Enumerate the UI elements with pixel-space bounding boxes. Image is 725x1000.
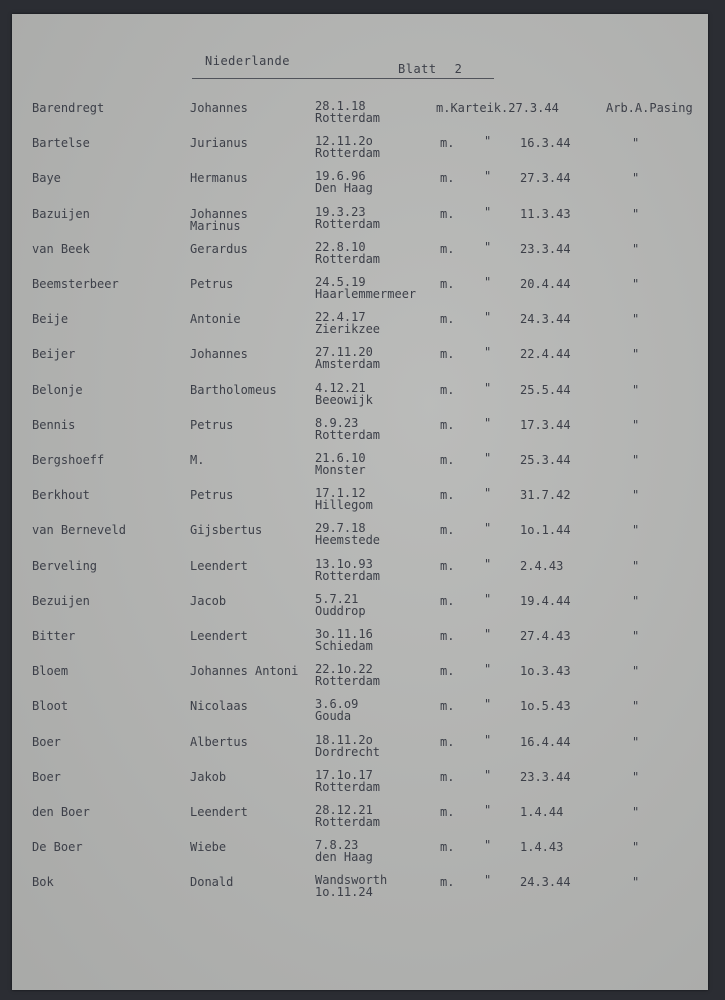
ditto-mark-second: " xyxy=(632,664,640,679)
birth-cell xyxy=(315,417,380,441)
ditto-mark: " xyxy=(484,803,492,817)
birth-place: Rotterdam xyxy=(315,568,381,583)
ditto-mark: " xyxy=(484,873,492,888)
given-name: Johannes xyxy=(190,206,248,221)
sex-cell: m. xyxy=(440,453,455,467)
birth-place: Rotterdam xyxy=(315,216,381,231)
birth-cell xyxy=(315,452,366,476)
ditto-mark-second: " xyxy=(632,171,640,186)
given-name-cell xyxy=(190,665,298,677)
table-row xyxy=(12,558,708,592)
table-row xyxy=(12,839,708,873)
birth-place: Rotterdam xyxy=(315,779,381,794)
date-cell: 2.4.43 xyxy=(520,558,564,573)
surname-cell: Berkhout xyxy=(32,488,90,503)
birth-cell xyxy=(315,734,380,758)
table-row xyxy=(12,382,708,416)
ditto-mark-second: " xyxy=(632,382,640,397)
ditto-mark-second: " xyxy=(632,136,640,151)
birth-date: 17.1.12 xyxy=(315,486,366,501)
sex-cell: m. xyxy=(440,171,455,186)
birth-date: 3.6.o9 xyxy=(315,697,359,712)
birth-place: Dordrecht xyxy=(315,744,381,759)
birth-cell xyxy=(315,276,416,300)
given-name-cell xyxy=(190,771,226,783)
birth-cell xyxy=(315,874,387,898)
sex-cell: m. xyxy=(440,277,455,291)
document-header xyxy=(12,54,708,94)
birth-place: Rotterdam xyxy=(315,674,381,689)
birth-date: 22.8.10 xyxy=(315,239,366,254)
birth-place: Rotterdam xyxy=(315,427,381,442)
sex-cell: m. xyxy=(440,664,455,679)
surname-cell: Beije xyxy=(32,312,69,327)
ditto-mark-second: " xyxy=(632,875,640,890)
table-row xyxy=(12,417,708,451)
date-cell: 25.5.44 xyxy=(520,382,571,397)
table-row xyxy=(12,276,708,310)
date-cell: 16.3.44 xyxy=(520,136,571,151)
date-cell: 1o.1.44 xyxy=(520,523,571,538)
birth-cell xyxy=(315,628,373,652)
surname-cell: den Boer xyxy=(32,805,90,819)
ditto-mark-second: " xyxy=(632,840,640,855)
birth-date: Wandsworth xyxy=(315,873,388,888)
sex-cell: m. xyxy=(440,206,455,221)
birth-place: Schiedam xyxy=(315,639,373,653)
given-name: Petrus xyxy=(190,488,234,503)
given-name: Johannes Antoni xyxy=(190,664,299,679)
birth-date: 29.7.18 xyxy=(315,521,366,536)
ditto-mark: " xyxy=(484,697,492,712)
table-row xyxy=(12,593,708,627)
given-name-cell xyxy=(190,313,241,325)
ditto-mark: " xyxy=(484,380,492,395)
birth-place: Den Haag xyxy=(315,181,373,196)
sheet-label-text: Blatt xyxy=(398,62,437,76)
table-row xyxy=(12,206,708,240)
birth-place: Monster xyxy=(315,463,366,477)
ditto-mark-second: " xyxy=(632,277,640,291)
birth-date: 3o.11.16 xyxy=(315,627,373,641)
given-name-cell xyxy=(190,454,204,466)
table-row xyxy=(12,241,708,275)
given-name-cell xyxy=(190,278,233,290)
surname-cell: Bazuijen xyxy=(32,206,90,221)
sex-cell: m. xyxy=(440,629,455,643)
birth-place: Haarlemmermeer xyxy=(315,287,417,301)
given-name: M. xyxy=(190,453,205,467)
ditto-mark-second: " xyxy=(632,206,640,221)
given-name-cell xyxy=(190,736,248,748)
table-row xyxy=(12,311,708,345)
ditto-mark: " xyxy=(484,275,492,289)
date-cell: 1o.5.43 xyxy=(520,699,571,714)
birth-date: 19.3.23 xyxy=(315,204,366,219)
birth-place: Rotterdam xyxy=(315,251,381,266)
birth-cell xyxy=(315,206,380,230)
ditto-mark-second: " xyxy=(632,805,640,819)
given-name-cell xyxy=(190,876,233,888)
document-sheet xyxy=(12,14,708,990)
sex-cell: m. xyxy=(440,417,455,432)
table-row xyxy=(12,100,708,134)
surname-cell: De Boer xyxy=(32,840,83,855)
surname-cell: Bloot xyxy=(32,699,69,714)
column-head-karteik: m.Karteik.27.3.44 xyxy=(436,101,559,115)
ditto-mark: " xyxy=(484,732,492,747)
date-cell: 23.3.44 xyxy=(520,769,571,784)
birth-cell xyxy=(315,593,366,617)
table-row xyxy=(12,874,708,908)
ditto-mark: " xyxy=(484,239,492,254)
date-cell: 1.4.43 xyxy=(520,840,564,855)
header-underline xyxy=(192,78,494,79)
ditto-mark: " xyxy=(484,169,492,184)
ditto-mark: " xyxy=(484,556,492,571)
ditto-mark-second: " xyxy=(632,699,640,714)
given-name-cell xyxy=(190,348,248,360)
birth-place: den Haag xyxy=(315,850,373,865)
sex-cell: m. xyxy=(440,840,455,855)
sheet-label xyxy=(398,62,462,76)
ditto-mark: " xyxy=(484,486,492,501)
surname-cell: van Beek xyxy=(32,241,90,256)
date-cell: 25.3.44 xyxy=(520,453,571,467)
birth-cell xyxy=(315,804,380,828)
given-name-cell xyxy=(190,595,226,607)
birth-cell xyxy=(315,346,380,370)
given-name: Leendert xyxy=(190,558,248,573)
ditto-mark-second: " xyxy=(632,241,640,256)
surname-cell: Beijer xyxy=(32,347,76,362)
date-cell: 11.3.43 xyxy=(520,206,571,221)
given-name: Leendert xyxy=(190,629,248,643)
birth-date: 17.1o.17 xyxy=(315,767,373,782)
sex-cell: m. xyxy=(440,805,455,819)
surname-cell: Boer xyxy=(32,769,61,784)
table-row xyxy=(12,663,708,697)
ditto-mark-second: " xyxy=(632,417,640,432)
country-heading: Niederlande xyxy=(205,54,290,68)
surname-cell: Boer xyxy=(32,734,61,749)
given-name-cell xyxy=(190,841,226,853)
birth-date: 4.12.21 xyxy=(315,380,366,395)
surname-cell: Beemsterbeer xyxy=(32,277,119,291)
birth-date: 28.1.18 xyxy=(315,99,366,113)
given-name: Jurianus xyxy=(190,136,248,151)
birth-date: 24.5.19 xyxy=(315,275,366,289)
table-row xyxy=(12,346,708,380)
table-row xyxy=(12,170,708,204)
sex-cell: m. xyxy=(440,769,455,784)
surname-cell: van Berneveld xyxy=(32,523,126,538)
ditto-mark: " xyxy=(484,345,492,360)
birth-cell xyxy=(315,487,373,511)
sheet-number: 2 xyxy=(454,62,463,76)
ditto-mark-second: " xyxy=(632,558,640,573)
given-name: Wiebe xyxy=(190,840,227,855)
birth-cell xyxy=(315,698,358,722)
birth-cell xyxy=(315,663,380,687)
given-name-cell xyxy=(190,137,248,149)
given-name-cell xyxy=(190,419,233,431)
given-name-cell xyxy=(190,243,248,255)
given-name-cell xyxy=(190,560,248,572)
date-cell: 31.7.42 xyxy=(520,488,571,503)
surname-cell: Belonje xyxy=(32,382,83,397)
ditto-mark-second: " xyxy=(632,488,640,503)
given-name-cell xyxy=(190,700,248,712)
birth-date: 22.4.17 xyxy=(315,310,366,325)
birth-cell xyxy=(315,100,380,124)
table-row xyxy=(12,804,708,838)
sex-cell: m. xyxy=(440,699,455,714)
ditto-mark: " xyxy=(484,451,492,465)
surname-cell: Bergshoeff xyxy=(32,453,105,467)
given-name: Jakob xyxy=(190,769,227,784)
given-name: Donald xyxy=(190,875,234,890)
birth-place: Rotterdam xyxy=(315,815,381,829)
given-name-cell xyxy=(190,630,248,642)
ditto-mark-second: " xyxy=(632,769,640,784)
surname-cell: Bitter xyxy=(32,629,76,643)
sex-cell: m. xyxy=(440,347,455,362)
sex-cell: m. xyxy=(440,523,455,538)
given-name-second: Marinus xyxy=(190,218,241,233)
birth-date: 27.11.20 xyxy=(315,345,373,360)
ditto-mark-second: " xyxy=(632,734,640,749)
birth-place: Beeowijk xyxy=(315,392,373,407)
birth-place: Zierikzee xyxy=(315,322,381,337)
ditto-mark: " xyxy=(484,415,492,430)
given-name: Hermanus xyxy=(190,171,248,186)
given-name: Albertus xyxy=(190,734,248,749)
birth-place: Hillegom xyxy=(315,498,373,513)
date-cell: 24.3.44 xyxy=(520,875,571,890)
surname-cell: Bok xyxy=(32,875,54,890)
birth-place: 1o.11.24 xyxy=(315,885,373,900)
birth-cell xyxy=(315,522,380,546)
birth-cell xyxy=(315,170,373,194)
date-cell: 16.4.44 xyxy=(520,734,571,749)
table-row xyxy=(12,522,708,556)
surname-cell: Baye xyxy=(32,171,61,186)
given-name-cell xyxy=(190,524,262,536)
ditto-mark: " xyxy=(484,521,492,536)
birth-date: 5.7.21 xyxy=(315,591,359,606)
date-cell: 1o.3.43 xyxy=(520,664,571,679)
birth-cell xyxy=(315,135,380,159)
table-row xyxy=(12,628,708,662)
birth-cell xyxy=(315,311,380,335)
ditto-mark: " xyxy=(484,662,492,677)
surname-cell: Bartelse xyxy=(32,136,90,151)
ditto-mark-second: " xyxy=(632,629,640,643)
sex-cell: m. xyxy=(440,734,455,749)
sex-cell: m. xyxy=(440,241,455,256)
birth-date: 12.11.2o xyxy=(315,134,373,149)
ditto-mark: " xyxy=(484,767,492,782)
given-name: Nicolaas xyxy=(190,699,248,714)
table-row xyxy=(12,487,708,521)
ditto-mark-second: " xyxy=(632,523,640,538)
given-name: Petrus xyxy=(190,277,234,291)
birth-place: Heemstede xyxy=(315,533,381,548)
ditto-mark: " xyxy=(484,591,492,606)
given-name-cell xyxy=(190,806,248,818)
ditto-mark-second: " xyxy=(632,453,640,467)
given-name-cell xyxy=(190,208,248,232)
date-cell: 19.4.44 xyxy=(520,593,571,608)
given-name-cell xyxy=(190,102,248,114)
given-name: Bartholomeus xyxy=(190,382,277,397)
surname-cell: Berveling xyxy=(32,558,98,573)
given-name-cell xyxy=(190,384,277,396)
ditto-mark: " xyxy=(484,627,492,641)
date-cell: 24.3.44 xyxy=(520,312,571,327)
ditto-mark-second: " xyxy=(632,347,640,362)
surname-cell: Bennis xyxy=(32,417,76,432)
birth-place: Rotterdam xyxy=(315,111,381,125)
sex-cell: m. xyxy=(440,382,455,397)
table-row xyxy=(12,452,708,486)
ditto-mark-second: " xyxy=(632,312,640,327)
birth-date: 19.6.96 xyxy=(315,169,366,184)
surname-cell: Barendregt xyxy=(32,101,105,115)
table-row xyxy=(12,698,708,732)
table-row xyxy=(12,734,708,768)
date-cell: 1.4.44 xyxy=(520,805,564,819)
birth-place: Rotterdam xyxy=(315,146,381,161)
birth-cell xyxy=(315,558,380,582)
given-name: Petrus xyxy=(190,417,234,432)
given-name-cell xyxy=(190,489,233,501)
given-name: Johannes xyxy=(190,101,248,115)
sex-cell: m. xyxy=(440,136,455,151)
birth-place: Amsterdam xyxy=(315,357,381,372)
birth-date: 28.12.21 xyxy=(315,803,373,817)
table-row xyxy=(12,135,708,169)
birth-cell xyxy=(315,241,380,265)
sex-cell: m. xyxy=(440,312,455,327)
date-cell: 17.3.44 xyxy=(520,417,571,432)
birth-date: 13.1o.93 xyxy=(315,556,373,571)
given-name: Johannes xyxy=(190,347,248,362)
given-name: Leendert xyxy=(190,805,248,819)
date-cell: 23.3.44 xyxy=(520,241,571,256)
birth-cell xyxy=(315,382,373,406)
table-row xyxy=(12,769,708,803)
given-name: Antonie xyxy=(190,312,241,327)
birth-date: 8.9.23 xyxy=(315,415,359,430)
given-name: Gerardus xyxy=(190,241,248,256)
ditto-mark: " xyxy=(484,204,492,219)
surname-cell: Bezuijen xyxy=(32,593,90,608)
birth-cell xyxy=(315,839,373,863)
ditto-mark: " xyxy=(484,310,492,325)
sex-cell: m. xyxy=(440,593,455,608)
given-name-cell xyxy=(190,172,248,184)
column-head-arbeitsamt: Arb.A.Pasing xyxy=(606,101,693,115)
sex-cell: m. xyxy=(440,875,455,890)
birth-date: 21.6.10 xyxy=(315,451,366,465)
sex-cell: m. xyxy=(440,558,455,573)
ditto-mark-second: " xyxy=(632,593,640,608)
date-cell: 27.4.43 xyxy=(520,629,571,643)
date-cell: 20.4.44 xyxy=(520,277,571,291)
given-name: Jacob xyxy=(190,593,227,608)
sex-cell: m. xyxy=(440,488,455,503)
surname-cell: Bloem xyxy=(32,664,69,679)
date-cell: 22.4.44 xyxy=(520,347,571,362)
date-cell: 27.3.44 xyxy=(520,171,571,186)
birth-place: Ouddrop xyxy=(315,603,366,618)
birth-date: 22.1o.22 xyxy=(315,662,373,677)
birth-cell xyxy=(315,769,380,793)
given-name: Gijsbertus xyxy=(190,523,263,538)
birth-date: 18.11.2o xyxy=(315,732,373,747)
birth-date: 7.8.23 xyxy=(315,838,359,853)
ditto-mark: " xyxy=(484,838,492,853)
birth-place: Gouda xyxy=(315,709,352,724)
ditto-mark: " xyxy=(484,134,492,149)
